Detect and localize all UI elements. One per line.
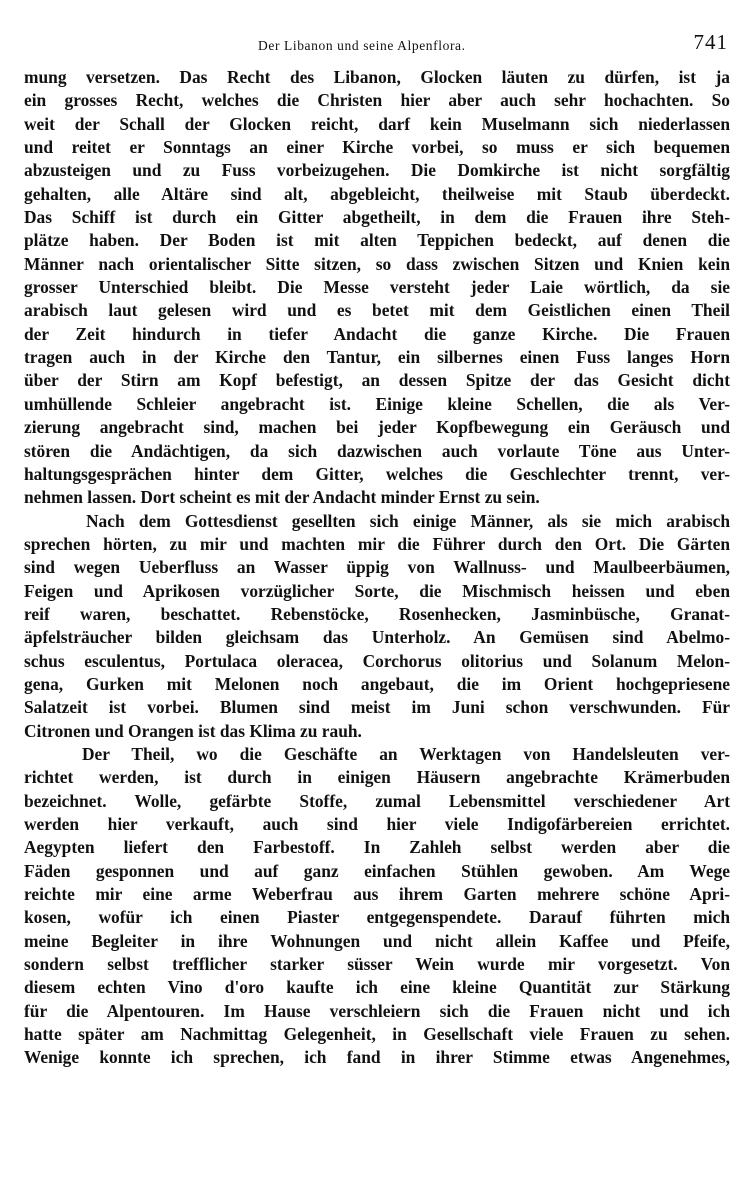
text-line: werden hier verkauft, auch sind hier viele Indigofärbereien errichtet. [24,814,730,834]
text-line: ein grosses Recht, welches die Christen hier aber auch sehr hochachten. So [24,90,730,111]
text-line: Nach dem Gottesdienst gesellten sich einige Männer, als sie mich arabisch [86,510,730,531]
text-line: diesem echten Vino d'oro kaufte ich eine kleine Quantität zur Stärkung [24,977,730,998]
text-line: abzusteigen und zu Fuss vorbeizugehen. Die Domkirche ist nicht sorgfältig [24,160,730,181]
text-line: schus esculentus, Portulaca oleracea, Corchorus olitorius und Solanum Melon- [24,650,730,671]
text-line: gena, Gurken mit Melonen noch angebaut, die im Orient hochgepriesene [24,673,730,694]
paragraph-3 [24,743,730,1070]
text-line: umhüllende Schleier angebracht ist. Einige kleine Schellen, die als Ver- [24,393,730,414]
text-line: weit der Schall der Glocken reicht, darf kein Muselmann sich niederlassen [24,113,730,134]
text-line: gehalten, alle Altäre sind alt, abgebleicht, theilweise mit Staub überdeckt. [24,183,730,204]
text-line: mung versetzen. Das Recht des Libanon, Glocken läuten zu dürfen, ist ja [24,67,730,87]
text-line: über der Stirn am Kopf befestigt, an dessen Spitze der das Gesicht dicht [24,370,730,391]
text-line: äpfelsträucher bilden gleichsam das Unterholz. An Gemüsen sind Abelmo- [24,627,730,648]
text-line: meine Begleiter in ihre Wohnungen und nicht allein Kaffee und Pfeife, [24,930,730,951]
text-line: und reitet er Sonntags an einer Kirche vorbei, so muss er sich bequemen [24,137,730,158]
text-line: Feigen und Aprikosen vorzüglicher Sorte, die Mischmisch heissen und eben [24,580,730,601]
text-line: grosser Unterschied bleibt. Die Messe versteht jeder Laie wörtlich, da sie [24,277,730,298]
page-number: 741 [693,30,728,54]
text-line: kosen, wofür ich einen Piaster entgegenspendete. Darauf führten mich [24,907,730,928]
text-line: hatte später am Nachmittag Gelegenheit, in Gesellschaft viele Frauen zu sehen. [24,1024,730,1045]
text-line: der Zeit hindurch in tiefer Andacht die ganze Kirche. Die Frauen [24,323,730,344]
page-body [24,66,730,1070]
text-line: plätze haben. Der Boden ist mit alten Teppichen bedeckt, auf denen die [24,230,730,251]
text-line: Salatzeit ist vorbei. Blumen sind meist im Juni schon verschwunden. Für [24,697,730,718]
text-line: Der Theil, wo die Geschäfte an Werktagen von Handelsleuten ver- [82,743,730,764]
text-line: reichte mir eine arme Weberfrau aus ihrem Garten mehrere schöne Apri- [24,884,730,905]
paragraph-2 [24,510,730,743]
text-line: bezeichnet. Wolle, gefärbte Stoffe, zumal Lebensmittel verschiedener Art [24,790,730,811]
text-line: stören die Andächtigen, da sich dazwischen auch vorlaute Töne aus Unter- [24,440,730,461]
text-line: zierung angebracht sind, machen bei jeder Kopfbewegung ein Geräusch und [24,417,730,438]
text-line: Citronen und Orangen ist das Klima zu rauh. [24,720,362,741]
text-line: für die Alpentouren. Im Hause verschleiern sich die Frauen nicht und ich [24,1000,730,1021]
paragraph-1 [24,66,730,510]
text-line: sondern selbst trefflicher starker süsser Wein wurde mir vorgesetzt. Von [24,954,730,975]
text-line: Fäden gesponnen und auf ganz einfachen Stühlen gewoben. Am Wege [24,860,730,881]
running-title: Der Libanon und seine Alpenflora. [258,38,466,53]
text-line: Das Schiff ist durch ein Gitter abgetheilt, in dem die Frauen ihre Steh- [24,207,730,228]
text-line: richtet werden, ist durch in einigen Häusern angebrachte Krämerbuden [24,767,730,788]
text-line: nehmen lassen. Dort scheint es mit der Andacht minder Ernst zu sein. [24,487,540,508]
text-line: haltungsgesprächen hinter dem Gitter, welches die Geschlechter trennt, ver- [24,463,730,484]
running-head [0,30,750,60]
text-line: arabisch laut gelesen wird und es betet mit dem Geistlichen einen Theil [24,300,730,321]
text-line: Männer nach orientalischer Sitte sitzen, so dass zwischen Sitzen und Knien kein [24,253,730,274]
text-line: tragen auch in der Kirche den Tantur, ein silbernes einen Fuss langes Horn [24,347,730,368]
text-line: Wenige konnte ich sprechen, ich fand in ihrer Stimme etwas Angenehmes, [24,1047,730,1068]
text-line: reif waren, beschattet. Rebenstöcke, Rosenhecken, Jasminbüsche, Granat- [24,603,730,624]
text-line: sprechen hörten, zu mir und machten mir die Führer durch den Ort. Die Gärten [24,533,730,554]
text-line: Aegypten liefert den Farbestoff. In Zahleh selbst werden aber die [24,837,730,858]
text-line: sind wegen Ueberfluss an Wasser üppig von Wallnuss- und Maulbeerbäumen, [24,557,730,578]
